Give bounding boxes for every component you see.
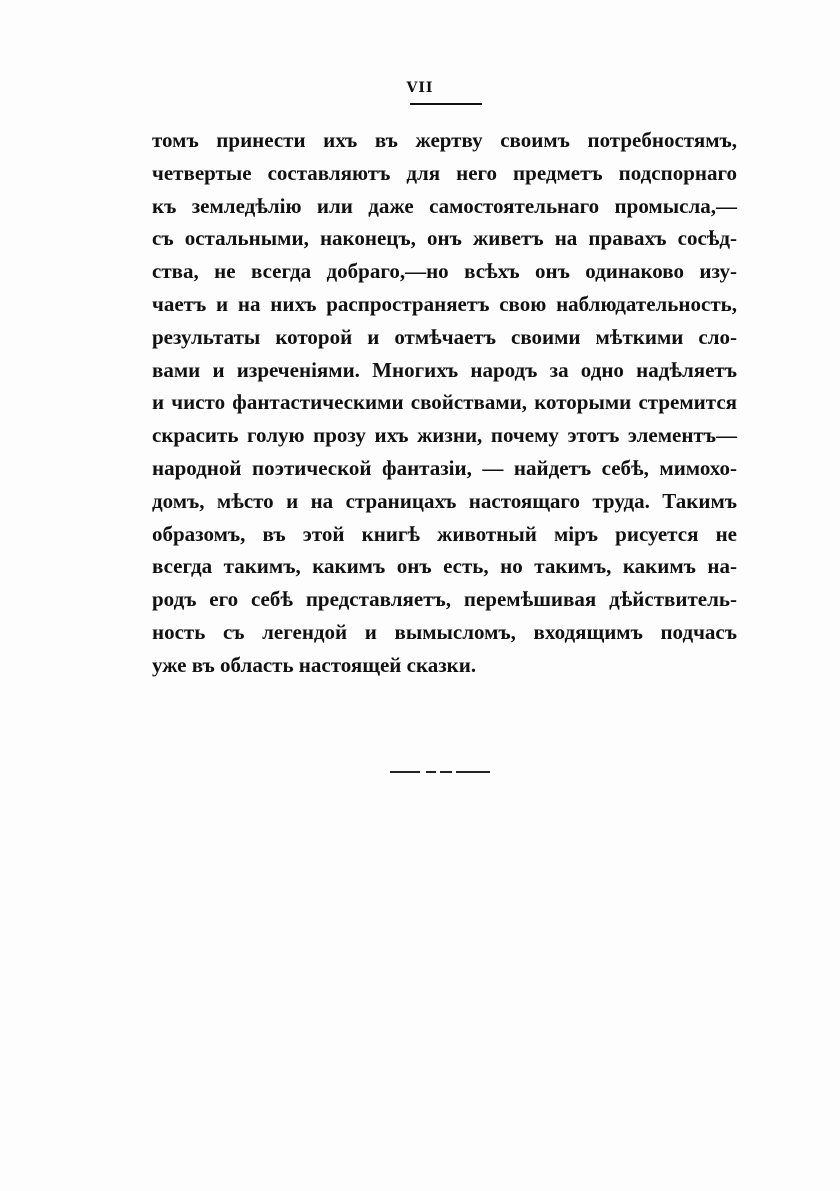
text-line: вами и изреченіями. Многихъ народъ за одно надѣляетъ (152, 357, 737, 382)
text-line: народной поэтической фантазіи, — найдетъ себѣ, мимохо- (152, 455, 737, 480)
text-line: ства, не всегда добраго,—но всѣхъ онъ одинаково изу- (152, 259, 737, 284)
text-line: къ земледѣлію или даже самостоятельнаго промысла,— (152, 193, 737, 218)
text-line: четвертые составляютъ для него предметъ подспорнаго (152, 160, 737, 185)
end-ornament (390, 771, 490, 775)
text-line: ность съ легендой и вымысломъ, входящимъ подчасъ (152, 619, 737, 644)
text-line: результаты которой и отмѣчаетъ своими мѣткими сло- (152, 324, 737, 349)
text-line: родъ его себѣ представляетъ, перемѣшивая дѣйствитель- (152, 587, 737, 612)
body-text (152, 124, 737, 682)
text-line: томъ принести ихъ въ жертву своимъ потребностямъ, (152, 128, 737, 152)
text-line: домъ, мѣсто и на страницахъ настоящаго труда. Такимъ (152, 488, 737, 513)
text-line: чаетъ и на нихъ распространяетъ свою наблюдательность, (152, 291, 737, 316)
text-line: всегда такимъ, какимъ онъ есть, но такимъ, какимъ на- (152, 554, 737, 579)
text-line: и чисто фантастическими свойствами, которыми стремится (152, 390, 737, 415)
text-line: образомъ, въ этой книгѣ животный міръ рисуется не (152, 521, 737, 546)
text-line: уже въ область настоящей сказки. (152, 652, 477, 677)
text-line: скрасить голую прозу ихъ жизни, почему этотъ элементъ— (152, 423, 737, 448)
text-line: съ остальными, наконецъ, онъ живетъ на правахъ сосѣд- (152, 226, 737, 251)
header-rule (410, 103, 482, 105)
page-number: VII (406, 80, 434, 96)
